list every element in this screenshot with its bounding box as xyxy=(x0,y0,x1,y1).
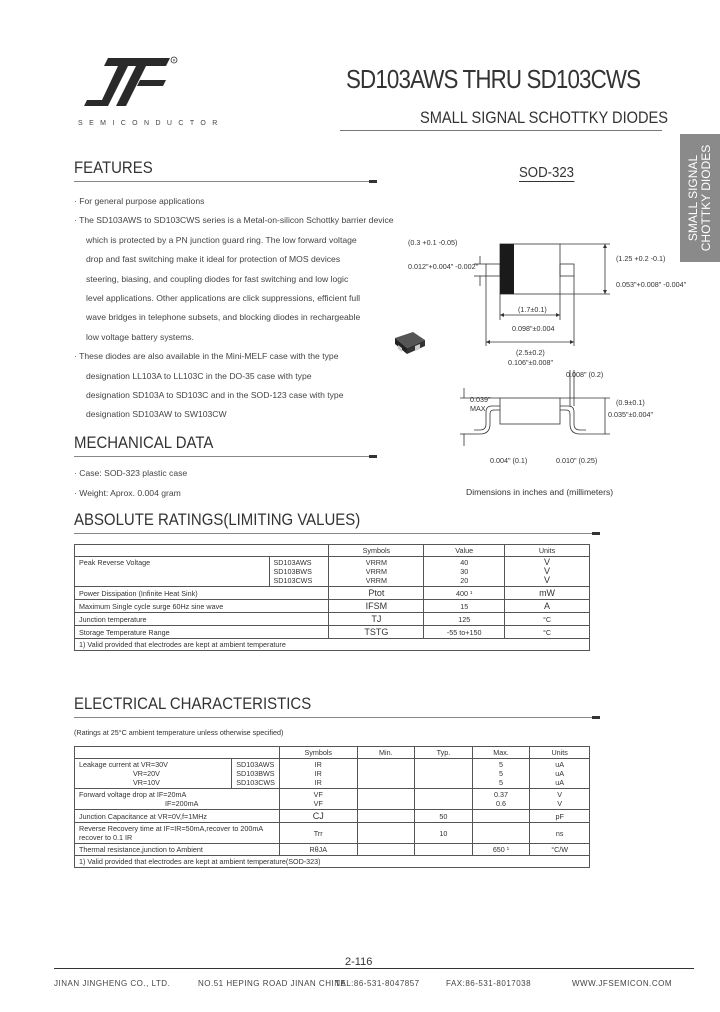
lead-left xyxy=(486,264,500,276)
unit: uA xyxy=(555,760,565,769)
symbol: IR xyxy=(314,769,322,778)
table-row xyxy=(75,613,590,626)
electrical-marker xyxy=(592,716,600,719)
footer-tel: TEL:86-531-8047857 xyxy=(335,979,420,988)
feature-line: designation LL103A to LL103C in the DO-35 case with type xyxy=(86,370,312,381)
header-divider xyxy=(340,130,662,131)
value-cell: 125 xyxy=(424,613,505,626)
dimension-note: Dimensions in inches and (millimeters) xyxy=(466,487,614,497)
part-name: SD103BWS xyxy=(236,769,275,778)
header-min: Min. xyxy=(357,747,415,759)
condition: IF=200mA xyxy=(165,799,199,808)
side-tab-line-1: SMALL SIGNAL xyxy=(686,154,700,242)
dim-body-width-in: 0.053"+0.008" -0.004" xyxy=(616,280,687,289)
feature-line: low voltage battery systems. xyxy=(86,331,194,342)
unit-cell: ns xyxy=(530,823,590,844)
features-divider xyxy=(74,181,376,182)
dim-lead-width-mm: (0.3 +0.1 -0.05) xyxy=(408,238,458,247)
header-value: Value xyxy=(424,545,505,557)
header-symbols: Symbols xyxy=(329,545,424,557)
symbol-cell: TJ xyxy=(329,613,424,626)
header-symbols: Symbols xyxy=(279,747,357,759)
condition-cell xyxy=(75,823,280,844)
condition-cell: Thermal resistance,junction to Ambient xyxy=(75,844,280,856)
absolute-ratings-table xyxy=(74,544,590,651)
unit: uA xyxy=(555,778,565,787)
table-row xyxy=(75,759,590,789)
value: 5 xyxy=(499,778,504,787)
table-row xyxy=(75,557,590,587)
footer-company: JINAN JINGHENG CO., LTD. xyxy=(54,979,171,988)
symbol-cell: Trr xyxy=(279,823,357,844)
table-row xyxy=(75,789,590,810)
part-name: SD103BWS xyxy=(273,567,312,576)
part-cell xyxy=(232,759,280,789)
condition: VR=10V xyxy=(133,778,160,787)
unit-cell xyxy=(530,759,590,789)
unit: uA xyxy=(555,769,565,778)
value-cell: 15 xyxy=(424,600,505,613)
unit: V xyxy=(544,557,551,567)
typ-cell: 10 xyxy=(415,823,473,844)
symbol: VF xyxy=(313,799,323,808)
page-number: 2-116 xyxy=(345,956,373,968)
header-max: Max. xyxy=(472,747,530,759)
symbol: VRRM xyxy=(365,558,387,567)
dim-body-length-in: 0.098"±0.004 xyxy=(512,324,555,333)
part-subtitle: SMALL SIGNAL SCHOTTKY DIODES xyxy=(420,108,669,127)
feature-line: wave bridges in telephone subsets, and blocking diodes in rechargeable xyxy=(86,312,361,323)
param-cell: Power Dissipation (Infinite Heat Sink) xyxy=(75,587,329,600)
footer-web: WWW.JFSEMICON.COM xyxy=(572,979,673,988)
package-label: SOD-323 xyxy=(519,164,575,181)
part-name: SD103CWS xyxy=(273,576,313,585)
header-units: Units xyxy=(505,545,590,557)
side-tab xyxy=(680,134,720,262)
symbol-cell xyxy=(329,557,424,587)
dim-lead-length: 0.010" (0.25) xyxy=(556,456,598,465)
feature-line: steering, biasing, and coupling diodes for fast switching and low logic xyxy=(86,273,349,284)
feature-line: level applications. Other applications are click suppressions, efficient full xyxy=(86,293,361,304)
value: 40 xyxy=(460,558,469,567)
symbol-cell xyxy=(279,789,357,810)
condition-cell xyxy=(75,789,280,810)
company-logo xyxy=(78,56,178,112)
condition: VR=20V xyxy=(133,769,160,778)
feature-line: designation SD103A to SD103C and in the SOD-123 case with type xyxy=(86,390,344,401)
header-units: Units xyxy=(530,747,590,759)
mechanical-heading: MECHANICAL DATA xyxy=(74,433,214,452)
electrical-heading: ELECTRICAL CHARACTERISTICS xyxy=(74,694,312,713)
symbol-cell: CJ xyxy=(279,810,357,823)
header-typ: Typ. xyxy=(415,747,473,759)
mechanical-line: · Case: SOD-323 plastic case xyxy=(74,468,188,478)
svg-text:R: R xyxy=(172,57,176,63)
dim-max-height: 0.039" MAX xyxy=(470,395,491,413)
value-cell xyxy=(424,557,505,587)
dim-overall-length-mm: (2.5±0.2) xyxy=(516,348,545,357)
mechanical-line: · Weight: Aprox. 0.004 gram xyxy=(74,488,181,498)
table-row xyxy=(75,587,590,600)
dim-height-mm: (0.9±0.1) xyxy=(616,398,645,407)
part-name: SD103CWS xyxy=(236,778,275,787)
unit: V xyxy=(544,566,551,576)
condition: recover to 0.1 IR xyxy=(79,833,133,842)
table-header-row xyxy=(75,545,590,557)
value: 0.37 xyxy=(494,790,509,799)
dim-body-length-mm: (1.7±0.1) xyxy=(518,305,547,314)
features-list xyxy=(74,192,394,425)
table-footnote-row xyxy=(75,639,590,651)
dim-height-in: 0.035"±0.004" xyxy=(608,410,654,419)
param-cell: Junction temperature xyxy=(75,613,329,626)
electrical-table xyxy=(74,746,590,868)
dim-lead-width-in: 0.012"+0.004" -0.002" xyxy=(408,262,479,271)
table-header-row xyxy=(75,747,590,759)
value: 5 xyxy=(499,769,504,778)
feature-line: · These diodes are also available in the Mini-MELF case with the type xyxy=(74,351,339,362)
electrical-note: (Ratings at 25°C ambient temperature unless otherwise specified) xyxy=(74,728,284,737)
symbol-cell: TSTG xyxy=(329,626,424,639)
unit-cell xyxy=(505,557,590,587)
table-row xyxy=(75,810,590,823)
symbol: IR xyxy=(314,778,322,787)
typ-cell: 50 xyxy=(415,810,473,823)
value-cell: -55 to+150 xyxy=(424,626,505,639)
electrical-footnote: 1) Valid provided that electrodes are kept at ambient temperature(SOD-323) xyxy=(75,856,590,868)
lead-right xyxy=(560,264,574,276)
part-title: SD103AWS THRU SD103CWS xyxy=(346,64,641,94)
value: 20 xyxy=(460,576,469,585)
unit-cell: °C/W xyxy=(530,844,590,856)
symbol: VF xyxy=(313,790,323,799)
table-row xyxy=(75,823,590,844)
table-footnote-row xyxy=(75,856,590,868)
feature-line: which is protected by a PN junction guard ring. The low forward voltage xyxy=(86,234,357,245)
param-cell: Peak Reverse Voltage xyxy=(75,557,270,587)
unit: V xyxy=(557,799,563,808)
max-cell xyxy=(472,759,530,789)
table-row xyxy=(75,600,590,613)
param-cell: Maximum Single cycle surge 60Hz sine wave xyxy=(75,600,329,613)
feature-line: · The SD103AWS to SD103CWS series is a Metal-on-silicon Schottky barrier device xyxy=(74,215,394,226)
features-marker xyxy=(369,180,377,183)
part-name: SD103AWS xyxy=(236,760,275,769)
symbol-cell: IFSM xyxy=(329,600,424,613)
condition: Forward voltage drop at IF=20mA xyxy=(79,790,187,799)
symbol: IR xyxy=(314,760,322,769)
absolute-divider xyxy=(74,533,600,534)
dim-overall-length-in: 0.106"±0.008" xyxy=(508,358,554,367)
value: 30 xyxy=(460,567,469,576)
features-heading: FEATURES xyxy=(74,158,153,177)
unit: V xyxy=(544,575,551,585)
absolute-marker xyxy=(592,532,600,535)
value: 5 xyxy=(499,760,504,769)
symbol-cell xyxy=(279,759,357,789)
max-cell xyxy=(472,789,530,810)
side-tab-line-2: CHOTTKY DIODES xyxy=(699,144,713,252)
dim-lead-thickness: 0.008" (0.2) xyxy=(566,370,604,379)
unit-cell xyxy=(530,789,590,810)
feature-line: · For general purpose applications xyxy=(74,196,205,206)
symbol: VRRM xyxy=(365,576,387,585)
param-cell: Storage Temperature Range xyxy=(75,626,329,639)
footer-divider xyxy=(54,968,694,969)
part-cell xyxy=(269,557,329,587)
absolute-heading: ABSOLUTE RATINGS(LIMITING VALUES) xyxy=(74,510,361,529)
part-name: SD103AWS xyxy=(273,558,312,567)
unit-cell: °C xyxy=(505,626,590,639)
footer-address: NO.51 HEPING ROAD JINAN CHINA xyxy=(198,979,347,988)
cathode-band xyxy=(500,244,514,294)
symbol: VRRM xyxy=(365,567,387,576)
value-cell: 400 ¹ xyxy=(424,587,505,600)
absolute-footnote: 1) Valid provided that electrodes are kept at ambient temperature xyxy=(75,639,590,651)
footer-fax: FAX:86-531-8017038 xyxy=(446,979,532,988)
mechanical-divider xyxy=(74,456,376,457)
max-cell: 650 ¹ xyxy=(472,844,530,856)
unit-cell: A xyxy=(505,600,590,613)
dim-standoff: 0.004" (0.1) xyxy=(490,456,528,465)
feature-line: drop and fast switching make it ideal for protection of MOS devices xyxy=(86,254,341,265)
table-row xyxy=(75,844,590,856)
unit-cell: °C xyxy=(505,613,590,626)
value: 0.6 xyxy=(496,799,507,808)
mechanical-marker xyxy=(369,455,377,458)
electrical-divider xyxy=(74,717,600,718)
semiconductor-label: SEMICONDUCTOR xyxy=(78,120,224,127)
condition-cell xyxy=(75,759,232,789)
unit-cell: pF xyxy=(530,810,590,823)
unit: V xyxy=(557,790,563,799)
feature-line: designation SD103AW to SW103CW xyxy=(86,409,227,420)
condition: Leakage current at VR=30V xyxy=(79,760,168,769)
symbol-cell: RθJA xyxy=(279,844,357,856)
symbol-cell: Ptot xyxy=(329,587,424,600)
unit-cell: mW xyxy=(505,587,590,600)
mechanical-list xyxy=(74,463,187,503)
condition-cell: Junction Capacitance at VR=0V,f=1MHz xyxy=(75,810,280,823)
dim-body-width-mm: (1.25 +0.2 -0.1) xyxy=(616,254,666,263)
table-row xyxy=(75,626,590,639)
condition: Reverse Recovery time at IF=IR=50mA,recover to 200mA xyxy=(79,824,264,833)
